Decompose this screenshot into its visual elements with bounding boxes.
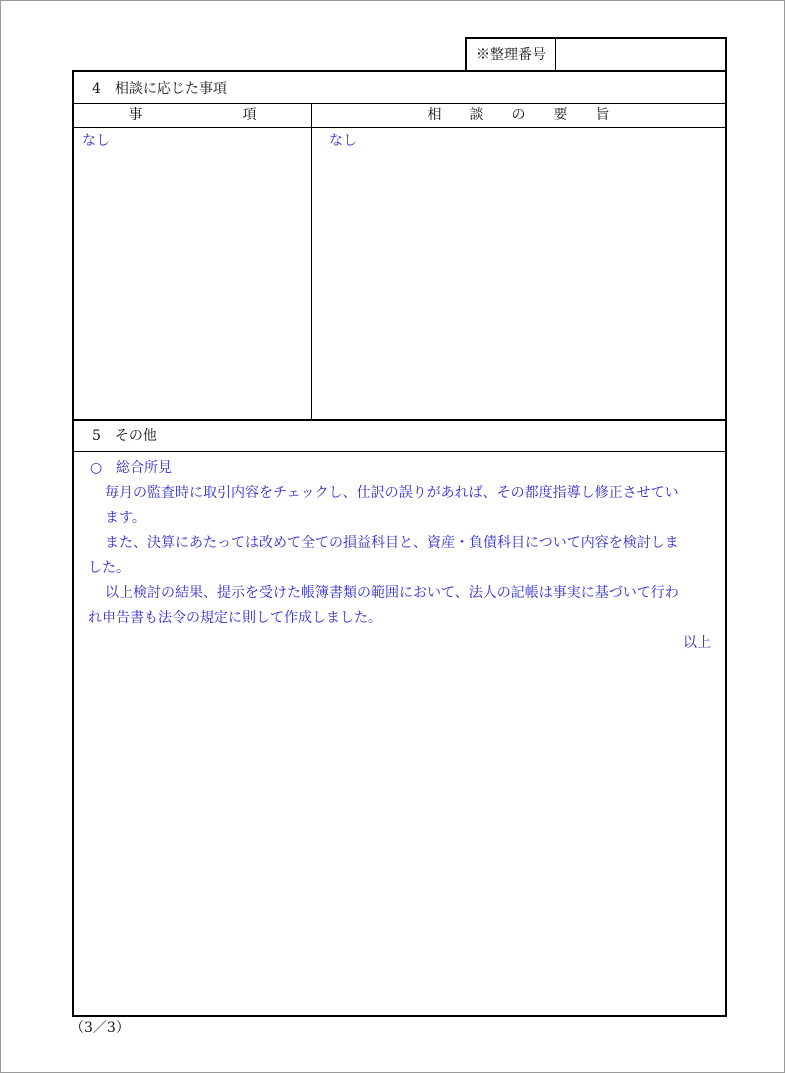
column-header-matter xyxy=(74,104,311,127)
column-header-summary-char: 要 xyxy=(553,107,568,123)
summary-value: なし xyxy=(329,133,357,149)
divider xyxy=(74,451,725,452)
remarks-heading: 総合所見 xyxy=(116,460,172,476)
circle-bullet-icon: ○ xyxy=(90,460,103,476)
serial-number-label: ※整理番号 xyxy=(467,39,556,72)
serial-number-value xyxy=(556,39,725,72)
column-header-matter-char: 項 xyxy=(242,107,257,123)
column-header-summary-char: 談 xyxy=(469,107,484,123)
matter-value: なし xyxy=(82,133,110,149)
column-header-matter-char: 事 xyxy=(128,107,143,123)
divider xyxy=(74,127,725,128)
column-header-summary-char: 相 xyxy=(427,107,442,123)
remarks-paragraph-line: れ申告書も法令の規定に則して作成しました。 xyxy=(88,610,382,626)
remarks-paragraph-line: ます。 xyxy=(105,510,146,526)
other-remarks xyxy=(74,456,725,656)
section-5-title: 5 その他 xyxy=(92,428,157,444)
column-header-summary-char: 旨 xyxy=(595,107,610,123)
remarks-heading-line xyxy=(74,456,725,481)
remarks-paragraph-line: また、決算にあたっては改めて全ての損益科目と、資産・負債科目について内容を検討しま xyxy=(105,535,679,551)
serial-number-box xyxy=(465,37,727,72)
remarks-paragraph-line: した。 xyxy=(88,560,130,576)
remarks-paragraph-line: 毎月の監査時に取引内容をチェックし、仕訳の誤りがあれば、その都度指導し修正させてい xyxy=(105,485,679,501)
column-header-summary xyxy=(312,104,725,127)
section-4-title: 4 相談に応じた事項 xyxy=(92,81,227,97)
column-header-summary-char: の xyxy=(511,107,526,123)
closing-mark: 以上 xyxy=(683,635,711,651)
remarks-paragraph-line: 以上検討の結果、提示を受けた帳簿書類の範囲において、法人の記帳は事実に基づいて行わ xyxy=(105,585,679,601)
form-frame xyxy=(72,70,727,1017)
page-number: （3／3） xyxy=(70,1020,130,1036)
column-divider xyxy=(311,103,312,419)
